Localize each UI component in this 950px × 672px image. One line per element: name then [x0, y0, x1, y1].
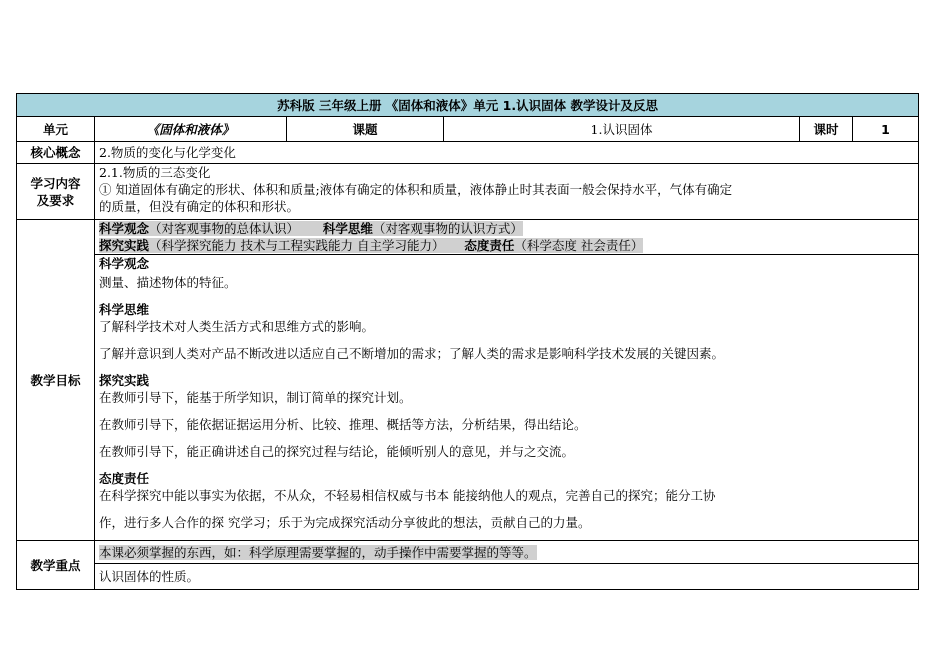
objectives-head-line2 [95, 237, 918, 254]
learning-line1: 2.1.物质的三态变化 [99, 165, 211, 180]
learning-line2: ① 知道固体有确定的形状、体积和质量;液体有确定的体积和质量，液体静止时其表面一般会保持水平，气体有确定 [99, 182, 733, 197]
thinking-title: 科学思维 [99, 302, 150, 317]
core-concept-row [17, 142, 919, 164]
learning-label [17, 164, 95, 220]
learning-content [95, 164, 919, 220]
thinking-tag-note: （对客观事物的认识方式） [372, 221, 523, 236]
title-row [17, 94, 919, 117]
concept-tag [99, 221, 523, 236]
hours-label: 课时 [800, 117, 853, 142]
hours-value: 1 [853, 117, 919, 142]
inquiry-text3: 在教师引导下，能正确讲述自己的探究过程与结论，能倾听别人的意见，并与之交流。 [99, 444, 575, 459]
key-points-value: 认识固体的性质。 [95, 564, 919, 590]
core-concept-value: 2.物质的变化与化学变化 [95, 142, 919, 164]
inquiry-text2: 在教师引导下，能依据证据运用分析、比较、推理、概括等方法，分析结果，得出结论。 [99, 417, 587, 432]
attitude-title: 态度责任 [99, 471, 150, 486]
key-points-value-row [17, 564, 919, 590]
concept-text: 测量、描述物体的特征。 [99, 275, 237, 290]
thinking-tag-bold: 科学思维 [322, 221, 373, 236]
objectives-head-line1 [95, 220, 918, 237]
thinking-text2: 了解并意识到人类对产品不断改进以适应自己不断增加的需求；了解人类的需求是影响科学技术发展的关键因素。 [99, 346, 725, 361]
core-concept-label: 核心概念 [17, 142, 95, 164]
key-points-note: 本课必须掌握的东西，如：科学原理需要掌握的，动手操作中需要掌握的等等。 [99, 544, 537, 560]
inquiry-tag [99, 238, 643, 253]
objectives-body-row [17, 255, 919, 541]
inquiry-title: 探究实践 [99, 373, 150, 388]
concept-tag-note: （对客观事物的总体认识） [149, 221, 300, 236]
document-title: 苏科版 三年级上册 《固体和液体》单元 1.认识固体 教学设计及反思 [17, 94, 919, 117]
header-row [17, 117, 919, 142]
inquiry-text1: 在教师引导下，能基于所学知识，制订简单的探究计划。 [99, 390, 412, 405]
objectives-body [95, 255, 919, 541]
learning-label-line2: 及要求 [36, 192, 75, 208]
objectives-label: 教学目标 [17, 220, 95, 541]
learning-row [17, 164, 919, 220]
attitude-text1: 在科学探究中能以事实为依据，不从众，不轻易相信权威与书本 能接纳他人的观点，完善自己的探究；能分工协 [99, 488, 716, 503]
objectives-head-row [17, 220, 919, 255]
unit-label: 单元 [17, 117, 95, 142]
key-points-note-row [17, 541, 919, 564]
lesson-plan-table [16, 93, 919, 590]
attitude-text2: 作，进行多人合作的探 究学习；乐于为完成探究活动分享彼此的想法，贡献自己的力量。 [99, 515, 591, 530]
attitude-tag-bold: 态度责任 [464, 238, 515, 253]
key-points-note-cell [95, 541, 919, 564]
attitude-tag-note: （科学态度 社会责任） [514, 238, 644, 253]
inquiry-tag-note: （科学探究能力 技术与工程实践能力 自主学习能力） [149, 238, 445, 253]
unit-value: 《固体和液体》 [95, 117, 287, 142]
learning-line3: 的质量，但没有确定的体积和形状。 [99, 199, 300, 214]
learning-label-line1: 学习内容 [30, 175, 81, 191]
concept-tag-bold: 科学观念 [99, 221, 150, 236]
topic-label: 课题 [287, 117, 444, 142]
key-points-label: 教学重点 [17, 541, 95, 590]
inquiry-tag-bold: 探究实践 [99, 238, 150, 253]
topic-value: 1.认识固体 [444, 117, 800, 142]
objectives-head [95, 220, 919, 255]
thinking-text1: 了解科学技术对人类生活方式和思维方式的影响。 [99, 319, 375, 334]
concept-title: 科学观念 [99, 256, 150, 271]
